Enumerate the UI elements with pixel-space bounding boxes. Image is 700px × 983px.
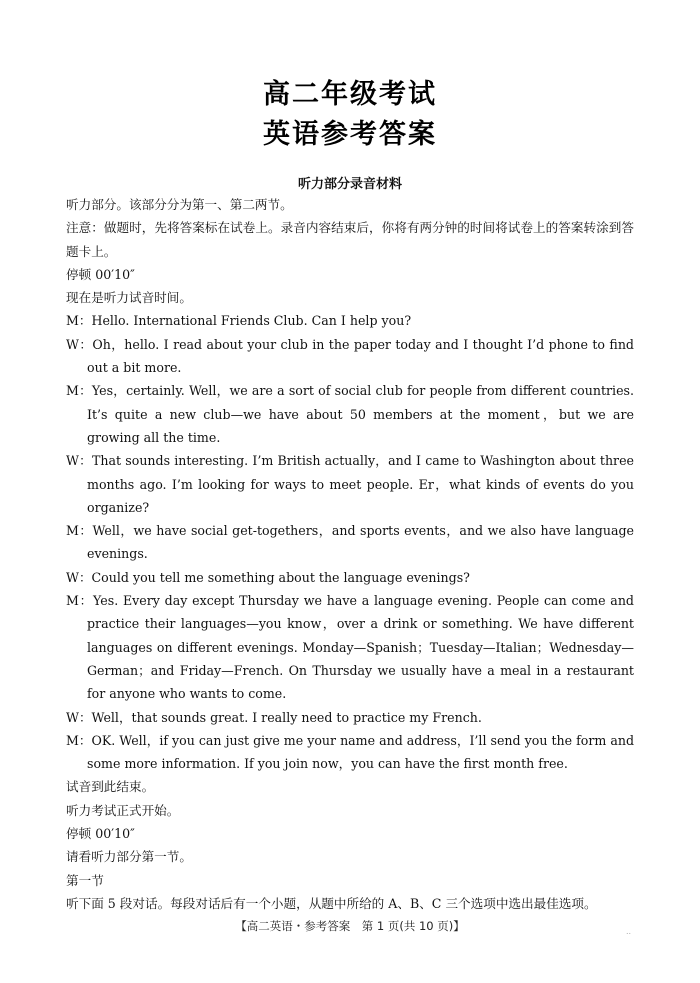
instruction-line: 停顿 00′10″ bbox=[66, 266, 135, 282]
instruction-line: 注意：做题时，先将答案标在试卷上。录音内容结束后，你将有两分钟的时间将试卷上的答案转涂到答题卡上。 bbox=[66, 220, 634, 259]
instruction-line: 试音到此结束。 bbox=[66, 779, 155, 795]
corner-mark: .. bbox=[626, 927, 632, 936]
instruction-line: 停顿 00′10″ bbox=[66, 826, 135, 842]
instruction-line: 听力部分。该部分分为第一、第二两节。 bbox=[66, 197, 293, 212]
instruction-line: 听力考试正式开始。 bbox=[66, 802, 180, 818]
dialogue-line: M：Yes，certainly. Well，we are a sort of social club for people from different countries. It’s quite a new club—we have about 50 members at the moment，but we are growing all the time. bbox=[66, 383, 634, 445]
dialogue-line: M：OK. Well，if you can just give me your name and address，I’ll send you the form and some more information. If you join now，you can have the first month free. bbox=[66, 732, 634, 772]
dialogue-line: W：That sounds interesting. I’m British actually，and I came to Washington about three months ago. I’m looking for ways to meet people. Er，what kinds of events do you organize? bbox=[66, 453, 634, 515]
instruction-line: 请看听力部分第一节。 bbox=[66, 849, 192, 865]
section-title: 听力部分录音材料 bbox=[297, 177, 402, 192]
dialogue-line: W：Could you tell me something about the language evenings? bbox=[66, 569, 470, 585]
dialogue-line: W：Well，that sounds great. I really need to practice my French. bbox=[66, 709, 482, 725]
instruction-line: 听下面 5 段对话。每段对话后有一个小题，从题中所给的 A、B、C 三个选项中选出最佳选项。 bbox=[66, 895, 597, 911]
dialogue-line: W：Oh，hello. I read about your club in the paper today and I thought I’d phone to find out a bit more. bbox=[66, 336, 634, 376]
dialogue-line: M：Yes. Every day except Thursday we have a language evening. People can come and practice their languages—you know，over a drink or something. We have different languages on different evenings. Monday—Spanish；Tuesday—Italian；Wednesday—German；and Friday—French. On Thursday we usually have a meal in a restaurant for anyone who wants to come. bbox=[66, 593, 634, 702]
dialogue-line: M：Well，we have social get-togethers，and sports events，and we also have language evenings. bbox=[66, 523, 634, 562]
instruction-line: 现在是听力试音时间。 bbox=[66, 290, 192, 306]
instruction-line: 第一节 bbox=[66, 872, 104, 888]
document-subtitle: 英语参考答案 bbox=[263, 119, 437, 150]
document-title: 高二年级考试 bbox=[263, 79, 437, 110]
transcript-body bbox=[66, 193, 634, 915]
page-footer: 【高二英语・参考答案 第 1 页(共 10 页)】 bbox=[235, 919, 465, 933]
dialogue-line: M：Hello. International Friends Club. Can I help you? bbox=[66, 313, 412, 329]
